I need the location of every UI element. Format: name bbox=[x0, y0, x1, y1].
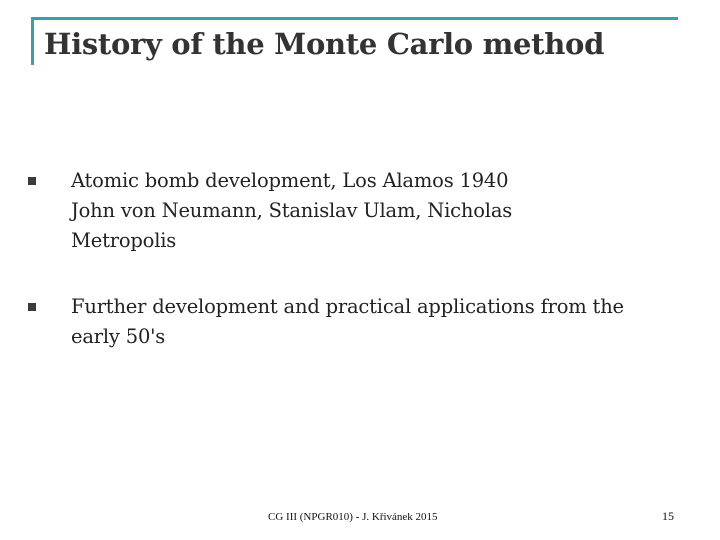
bullet-list bbox=[26, 166, 686, 352]
slide-footer: CG III (NPGR010) - J. Křivánek 2015 bbox=[268, 511, 438, 523]
bullet-item-further-development bbox=[26, 292, 686, 352]
page-number: 15 bbox=[662, 509, 674, 523]
bullet-line: early 50's bbox=[71, 325, 166, 348]
bullet-item-atomic-bomb bbox=[26, 166, 686, 256]
bullet-line: Further development and practical applications from the bbox=[71, 295, 624, 318]
title-accent-top-bar bbox=[31, 17, 678, 20]
bullet-line: John von Neumann, Stanislav Ulam, Nicholas bbox=[71, 199, 513, 222]
square-bullet-icon bbox=[28, 177, 36, 185]
bullet-line: Atomic bomb development, Los Alamos 1940 bbox=[71, 169, 509, 192]
slide-title: History of the Monte Carlo method bbox=[44, 27, 605, 61]
square-bullet-icon bbox=[28, 303, 36, 311]
bullet-line: Metropolis bbox=[71, 229, 177, 252]
title-accent-left-bar bbox=[31, 17, 34, 65]
